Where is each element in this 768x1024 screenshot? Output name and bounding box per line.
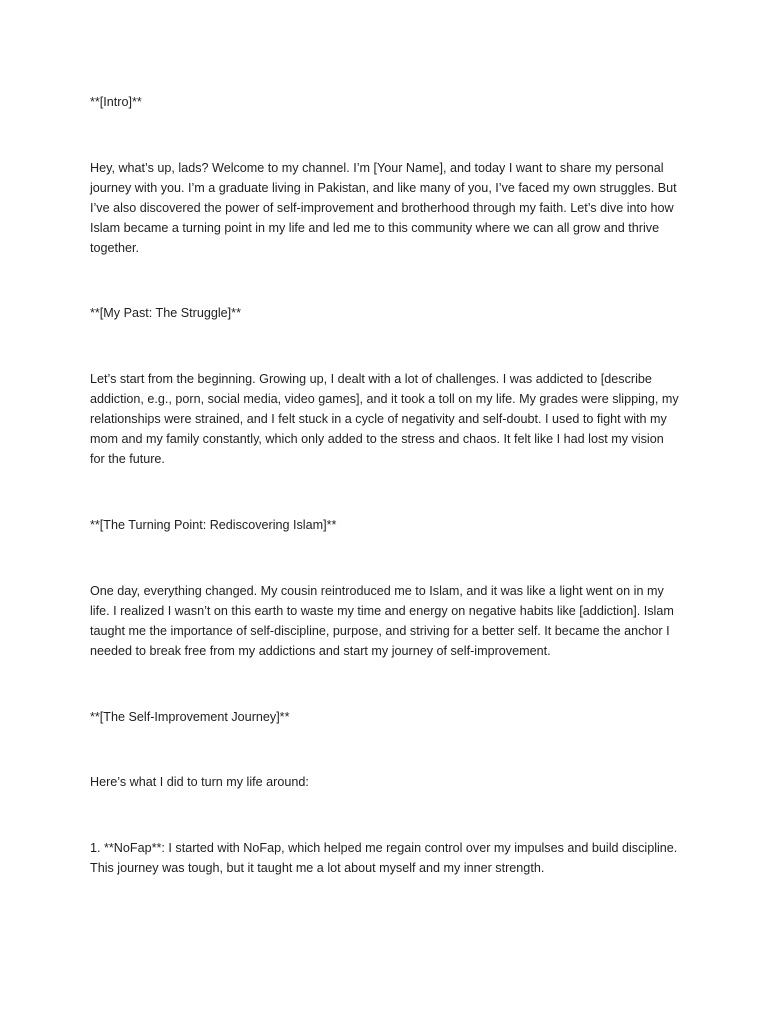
- paragraph-turning-point: One day, everything changed. My cousin reintroduced me to Islam, and it was like a light went on in my life. I realized I wasn’t on this earth to waste my time and energy on negative habits like [addiction]. Islam taught me the importance of self-discipline, purpose, and striving for a better self. It became the anchor I needed to break free from my addictions and start my journey of self-improvement.: [90, 584, 674, 658]
- heading-intro: **[Intro]**: [90, 95, 142, 109]
- paragraph-my-past: Let’s start from the beginning. Growing up, I dealt with a lot of challenges. I was addicted to [describe addiction, e.g., porn, social media, video games], and it took a toll on my life. My grades were slipping, my relationships were strained, and I felt stuck in a cycle of negativity and self-doubt. I used to fight with my mom and my family constantly, which only added to the stress and chaos. It felt like I had lost my vision for the future.: [90, 372, 679, 466]
- heading-self-improvement: **[The Self-Improvement Journey]**: [90, 710, 290, 724]
- list-item-nofap: 1. **NoFap**: I started with NoFap, which helped me regain control over my impulses and build discipline. This journey was tough, but it taught me a lot about myself and my inner strength.: [90, 841, 678, 875]
- paragraph-intro: Hey, what’s up, lads? Welcome to my channel. I’m [Your Name], and today I want to share my personal journey with you. I’m a graduate living in Pakistan, and like many of you, I’ve faced my own struggles. But I’ve also discovered the power of self-improvement and brotherhood through my faith. Let’s dive into how Islam became a turning point in my life and led me to this community where we can all grow and thrive together.: [90, 161, 677, 255]
- heading-turning-point: **[The Turning Point: Rediscovering Islam]**: [90, 518, 337, 532]
- paragraph-turn-life-around: Here’s what I did to turn my life around:: [90, 775, 309, 789]
- heading-my-past: **[My Past: The Struggle]**: [90, 306, 241, 320]
